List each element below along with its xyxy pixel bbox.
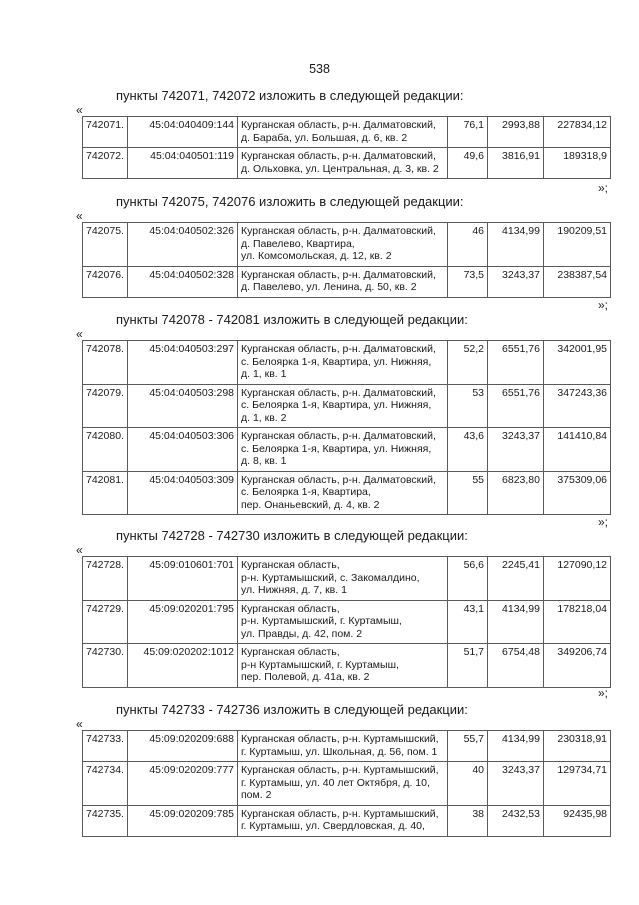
opening-quote: «: [76, 717, 83, 731]
table-row: [83, 384, 611, 428]
cell-area: 56,6: [448, 557, 488, 601]
address-line: д. Павелево, ул. Ленина, д. 50, кв. 2: [241, 281, 417, 293]
cell-cadastral-number: 45:04:040409:144: [128, 117, 238, 148]
cell-unit-value: 4134,99: [488, 600, 544, 644]
section-heading: пункты 742728 - 742730 изложить в следующей редакции:: [116, 528, 468, 543]
opening-quote: «: [76, 209, 83, 223]
cell-address: [238, 600, 448, 644]
closing-quote: »;: [598, 686, 609, 700]
address-line: Курганская область, р-н. Далматовский,: [241, 430, 436, 442]
address-line: Курганская область, р-н. Далматовский,: [241, 343, 436, 355]
address-line: пом. 2: [241, 789, 272, 801]
table-row: [83, 117, 611, 148]
cell-item-number: 742079.: [83, 384, 128, 428]
table-row: [83, 600, 611, 644]
closing-quote: »;: [598, 515, 609, 529]
table-row: [83, 731, 611, 762]
cell-unit-value: 2993,88: [488, 117, 544, 148]
address-line: Курганская область,: [241, 602, 340, 615]
address-line: ул. Комсомольская, д. 12, кв. 2: [241, 250, 392, 262]
address-line: г. Куртамыш, ул. Школьная, д. 56, пом. 1: [241, 745, 438, 758]
cell-area: 51,7: [448, 644, 488, 688]
cell-unit-value: 2245,41: [488, 557, 544, 601]
cell-area: 49,6: [448, 148, 488, 179]
cell-address: [238, 148, 448, 179]
property-table: [82, 556, 611, 688]
cell-cadastral-cost: 190209,51: [544, 223, 611, 267]
cell-item-number: 742080.: [83, 428, 128, 472]
cell-cadastral-number: 45:09:020202:1012: [128, 644, 238, 688]
cell-address: [238, 384, 448, 428]
address-line: Курганская область, р-н. Далматовский,: [241, 225, 436, 237]
cell-unit-value: 3816,91: [488, 148, 544, 179]
cell-item-number: 742076.: [83, 266, 128, 297]
cell-item-number: 742733.: [83, 731, 128, 762]
cell-item-number: 742734.: [83, 762, 128, 806]
cell-address: [238, 223, 448, 267]
address-line: пер. Полевой, д. 41а, кв. 2: [241, 671, 370, 683]
cell-area: 52,2: [448, 341, 488, 385]
address-line: Курганская область, р-н. Куртамышский,: [241, 807, 439, 820]
cell-address: [238, 428, 448, 472]
section-heading: пункты 742078 - 742081 изложить в следующей редакции:: [116, 312, 468, 327]
address-line: д. Павелево, Квартира,: [241, 237, 355, 250]
section-heading: пункты 742075, 742076 изложить в следующей редакции:: [116, 194, 464, 209]
address-line: д. 1, кв. 2: [241, 411, 287, 424]
table-row: [83, 428, 611, 472]
address-line: пер. Онаньевский, д. 4, кв. 2: [241, 498, 380, 511]
table-row: [83, 557, 611, 601]
section-heading: пункты 742733 - 742736 изложить в следующей редакции:: [116, 702, 468, 717]
cell-unit-value: 6551,76: [488, 341, 544, 385]
cell-cadastral-cost: 238387,54: [544, 266, 611, 297]
cell-item-number: 742078.: [83, 341, 128, 385]
cell-area: 38: [448, 805, 488, 836]
table-row: [83, 471, 611, 515]
cell-address: [238, 117, 448, 148]
cell-cadastral-cost: 347243,36: [544, 384, 611, 428]
cell-cadastral-cost: 141410,84: [544, 428, 611, 472]
cell-cadastral-cost: 92435,98: [544, 805, 611, 836]
cell-unit-value: 6823,80: [488, 471, 544, 515]
cell-area: 76,1: [448, 117, 488, 148]
cell-cadastral-cost: 129734,71: [544, 762, 611, 806]
address-line: д. Ольховка, ул. Центральная, д. 3, кв. 2: [241, 162, 439, 175]
opening-quote: «: [76, 543, 83, 557]
table-row: [83, 341, 611, 385]
address-line: Курганская область, р-н. Далматовский,: [241, 473, 436, 486]
address-line: Курганская область, р-н. Далматовский,: [241, 386, 436, 399]
cell-cadastral-number: 45:09:020209:688: [128, 731, 238, 762]
cell-cadastral-number: 45:04:040503:298: [128, 384, 238, 428]
cell-area: 46: [448, 223, 488, 267]
table-row: [83, 223, 611, 267]
property-table: [82, 116, 611, 179]
cell-item-number: 742735.: [83, 805, 128, 836]
address-line: ул. Правды, д. 42, пом. 2: [241, 627, 363, 640]
cell-address: [238, 471, 448, 515]
address-line: с. Белоярка 1-я, Квартира, ул. Нижняя,: [241, 442, 432, 455]
cell-address: [238, 644, 448, 688]
page-number: 538: [309, 62, 330, 76]
closing-quote: »;: [598, 298, 609, 312]
address-line: Курганская область, р-н. Куртамышский,: [241, 764, 439, 776]
cell-unit-value: 2432,53: [488, 805, 544, 836]
cell-cadastral-number: 45:09:010601:701: [128, 557, 238, 601]
cell-unit-value: 3243,37: [488, 266, 544, 297]
address-line: Курганская область, р-н. Далматовский,: [241, 150, 436, 162]
cell-item-number: 742072.: [83, 148, 128, 179]
cell-area: 53: [448, 384, 488, 428]
cell-unit-value: 4134,99: [488, 223, 544, 267]
address-line: с. Белоярка 1-я, Квартира,: [241, 486, 371, 498]
table-row: [83, 266, 611, 297]
cell-address: [238, 762, 448, 806]
address-line: г. Куртамыш, ул. 40 лет Октября, д. 10,: [241, 776, 430, 789]
opening-quote: «: [76, 327, 83, 341]
cell-cadastral-cost: 230318,91: [544, 731, 611, 762]
cell-cadastral-number: 45:04:040502:326: [128, 223, 238, 267]
property-table: [82, 222, 611, 298]
address-line: р-н. Куртамышский, с. Закомалдино,: [241, 571, 420, 584]
address-line: д. 1, кв. 1: [241, 368, 287, 380]
address-line: Курганская область, р-н. Куртамышский,: [241, 733, 439, 745]
cell-unit-value: 4134,99: [488, 731, 544, 762]
cell-unit-value: 3243,37: [488, 428, 544, 472]
address-line: д. Бараба, ул. Большая, д. 6, кв. 2: [241, 131, 408, 144]
cell-cadastral-number: 45:09:020201:795: [128, 600, 238, 644]
property-table: [82, 730, 611, 837]
cell-address: [238, 805, 448, 836]
address-line: д. 8, кв. 1: [241, 455, 287, 467]
table-row: [83, 148, 611, 179]
cell-unit-value: 6551,76: [488, 384, 544, 428]
cell-item-number: 742729.: [83, 600, 128, 644]
cell-cadastral-number: 45:09:020209:785: [128, 805, 238, 836]
address-line: ул. Нижняя, д. 7, кв. 1: [241, 584, 347, 596]
cell-cadastral-number: 45:04:040502:328: [128, 266, 238, 297]
table-row: [83, 644, 611, 688]
closing-quote: »;: [598, 181, 609, 195]
address-line: р-н Куртамышский, г. Куртамыш,: [241, 658, 399, 671]
cell-area: 55,7: [448, 731, 488, 762]
cell-area: 43,1: [448, 600, 488, 644]
cell-address: [238, 266, 448, 297]
cell-area: 43,6: [448, 428, 488, 472]
address-line: Курганская область, р-н. Далматовский,: [241, 119, 436, 131]
cell-cadastral-cost: 189318,9: [544, 148, 611, 179]
cell-area: 73,5: [448, 266, 488, 297]
cell-area: 40: [448, 762, 488, 806]
cell-item-number: 742081.: [83, 471, 128, 515]
cell-cadastral-cost: 178218,04: [544, 600, 611, 644]
cell-address: [238, 557, 448, 601]
address-line: г. Куртамыш, ул. Свердловская, д. 40,: [241, 820, 425, 832]
cell-cadastral-cost: 349206,74: [544, 644, 611, 688]
address-line: Курганская область, р-н. Далматовский,: [241, 268, 436, 281]
cell-item-number: 742071.: [83, 117, 128, 148]
table-row: [83, 762, 611, 806]
cell-cadastral-cost: 227834,12: [544, 117, 611, 148]
address-line: с. Белоярка 1-я, Квартира, ул. Нижняя,: [241, 399, 432, 411]
cell-area: 55: [448, 471, 488, 515]
cell-cadastral-number: 45:04:040503:306: [128, 428, 238, 472]
cell-cadastral-cost: 375309,06: [544, 471, 611, 515]
cell-unit-value: 3243,37: [488, 762, 544, 806]
cell-cadastral-number: 45:04:040503:297: [128, 341, 238, 385]
cell-item-number: 742075.: [83, 223, 128, 267]
cell-unit-value: 6754,48: [488, 644, 544, 688]
cell-cadastral-cost: 342001,95: [544, 341, 611, 385]
cell-cadastral-cost: 127090,12: [544, 557, 611, 601]
address-line: Курганская область,: [241, 559, 340, 571]
address-line: с. Белоярка 1-я, Квартира, ул. Нижняя,: [241, 355, 432, 368]
cell-item-number: 742730.: [83, 644, 128, 688]
cell-cadastral-number: 45:04:040501:119: [128, 148, 238, 179]
property-table: [82, 340, 611, 515]
address-line: р-н. Куртамышский, г. Куртамыш,: [241, 615, 402, 627]
cell-address: [238, 731, 448, 762]
address-line: Курганская область,: [241, 646, 340, 658]
cell-cadastral-number: 45:04:040503:309: [128, 471, 238, 515]
cell-item-number: 742728.: [83, 557, 128, 601]
cell-address: [238, 341, 448, 385]
opening-quote: «: [76, 103, 83, 117]
cell-cadastral-number: 45:09:020209:777: [128, 762, 238, 806]
table-row: [83, 805, 611, 836]
section-heading: пункты 742071, 742072 изложить в следующей редакции:: [116, 88, 464, 103]
